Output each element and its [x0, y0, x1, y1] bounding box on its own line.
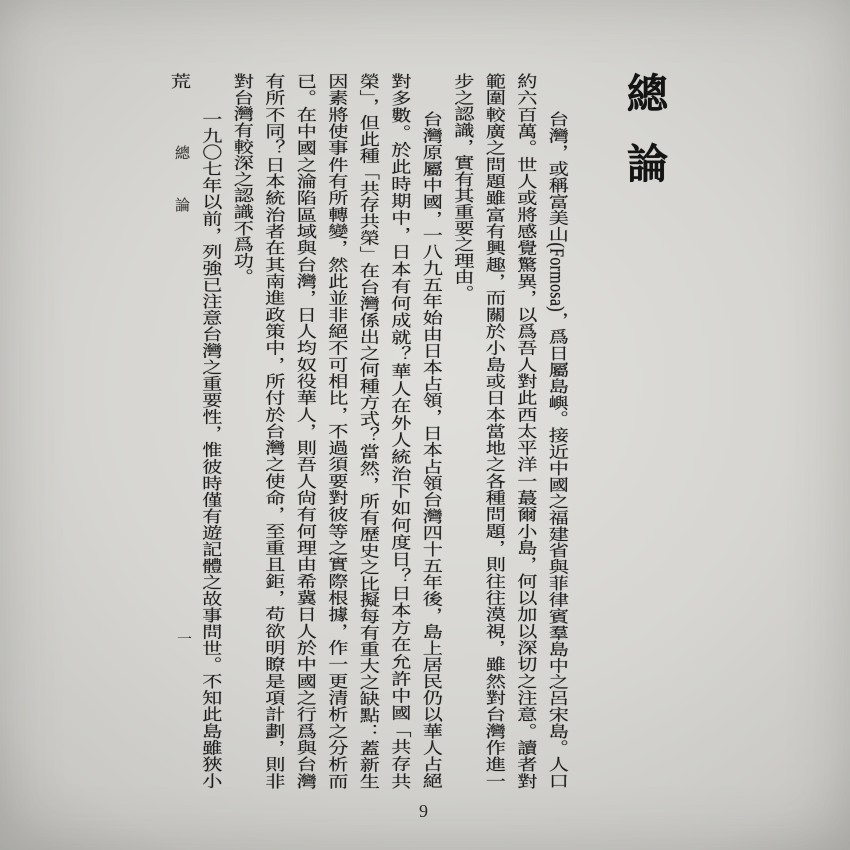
paragraph-1: 台灣，或稱富美山(Formosa)，爲日屬島嶼。接近中國之福建省與菲律賓羣島中之呂宋島。人口約六百萬。世人或將感覺驚異，以爲吾人對此西太平洋一蕞爾小島，何以加以深切之注意。讀者對範圍較廣之問題雖富有興趣，而關於小島或日本當地之各種問題，則往往漠視，雖然對台灣作進一步之認識，實有其重要之理由。 — [451, 73, 567, 789]
chapter-title: 總論 — [621, 72, 667, 212]
page-number: 9 — [419, 801, 428, 821]
margin-section-label: 總論 — [173, 145, 189, 249]
margin-volume-marker: 一 — [177, 632, 193, 648]
paragraph-3: 一九〇七年以前，列強已注意台灣之重要性，惟彼時僅有遊記體之故事問世。不知此島雖狹小荒 — [167, 73, 221, 789]
paragraph-2: 台灣原屬中國，一八九五年始由日本占領，日本占領台灣四十五年後，島上居民仍以華人占絕對多數。於此時期中，日本有何成就？華人在外人統治下如何度日？日本方在允許中國「共存共榮」，但此種「共存共榮」在台灣係出之何種方式？當然，所有歷史之比擬每有重大之缺點：蓋新生因素將使事件有所轉變，然此並非絕不可相比，不過須要對彼等之實際根據，作一更清析之分析而已。在中國之淪陷區域與台灣，日人均奴役華人，則吾人尙有何理由希冀日人於中國之行爲與台灣有所不同？日本統治者在其南進政策中，所付於台灣之使命，至重且鉅，苟欲明瞭是項計劃，則非對台灣有較深之認識不爲功。 — [230, 73, 441, 789]
